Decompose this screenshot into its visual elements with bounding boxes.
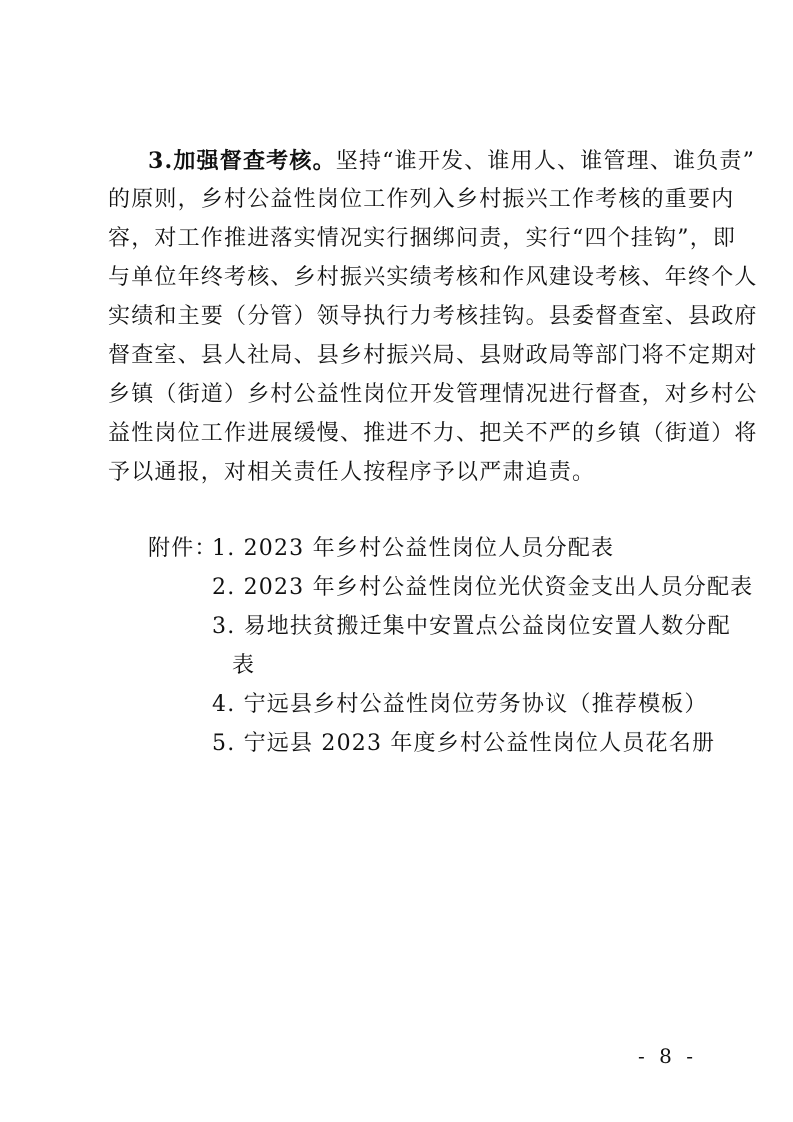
attachment-item-1: 1. 2023 年乡村公益性岗位人员分配表: [212, 536, 615, 561]
attachments-label: 附件：: [148, 536, 218, 561]
attachment-item-2: 2. 2023 年乡村公益性岗位光伏资金支出人员分配表: [212, 575, 754, 600]
attachment-item-4: 4. 宁远县乡村公益性岗位劳务协议（推荐模板）: [212, 692, 708, 717]
page-number: - 8 -: [638, 1044, 697, 1068]
attachment-item-3-continued: 表: [232, 653, 256, 678]
paragraph-line-7: 乡镇（街道）乡村公益性岗位开发管理情况进行督查，对乡村公: [108, 382, 758, 407]
paragraph-line-9: 予以通报，对相关责任人按程序予以严肃追责。: [108, 460, 596, 485]
paragraph-line-8: 益性岗位工作进展缓慢、推进不力、把关不严的乡镇（街道）将: [108, 421, 758, 446]
paragraph-line-6: 督查室、县人社局、县乡村振兴局、县财政局等部门将不定期对: [108, 343, 758, 368]
paragraph-line-1: [148, 145, 756, 177]
paragraph-line-4: 与单位年终考核、乡村振兴实绩考核和作风建设考核、年终个人: [108, 265, 758, 290]
attachment-item-5: 5. 宁远县 2023 年度乡村公益性岗位人员花名册: [212, 731, 716, 756]
attachment-item-3: 3. 易地扶贫搬迁集中安置点公益岗位安置人数分配: [212, 614, 731, 639]
paragraph-line-2: 的原则，乡村公益性岗位工作列入乡村振兴工作考核的重要内: [108, 187, 735, 212]
section-heading: 3.加强督查考核。: [148, 148, 336, 174]
paragraph-line-3: 容，对工作推进落实情况实行捆绑问责，实行“四个挂钩”，即: [108, 226, 737, 251]
paragraph-line-5: 实绩和主要（分管）领导执行力考核挂钩。县委督查室、县政府: [108, 304, 758, 329]
paragraph-text: 坚持“谁开发、谁用人、谁管理、谁负责”: [335, 149, 756, 174]
